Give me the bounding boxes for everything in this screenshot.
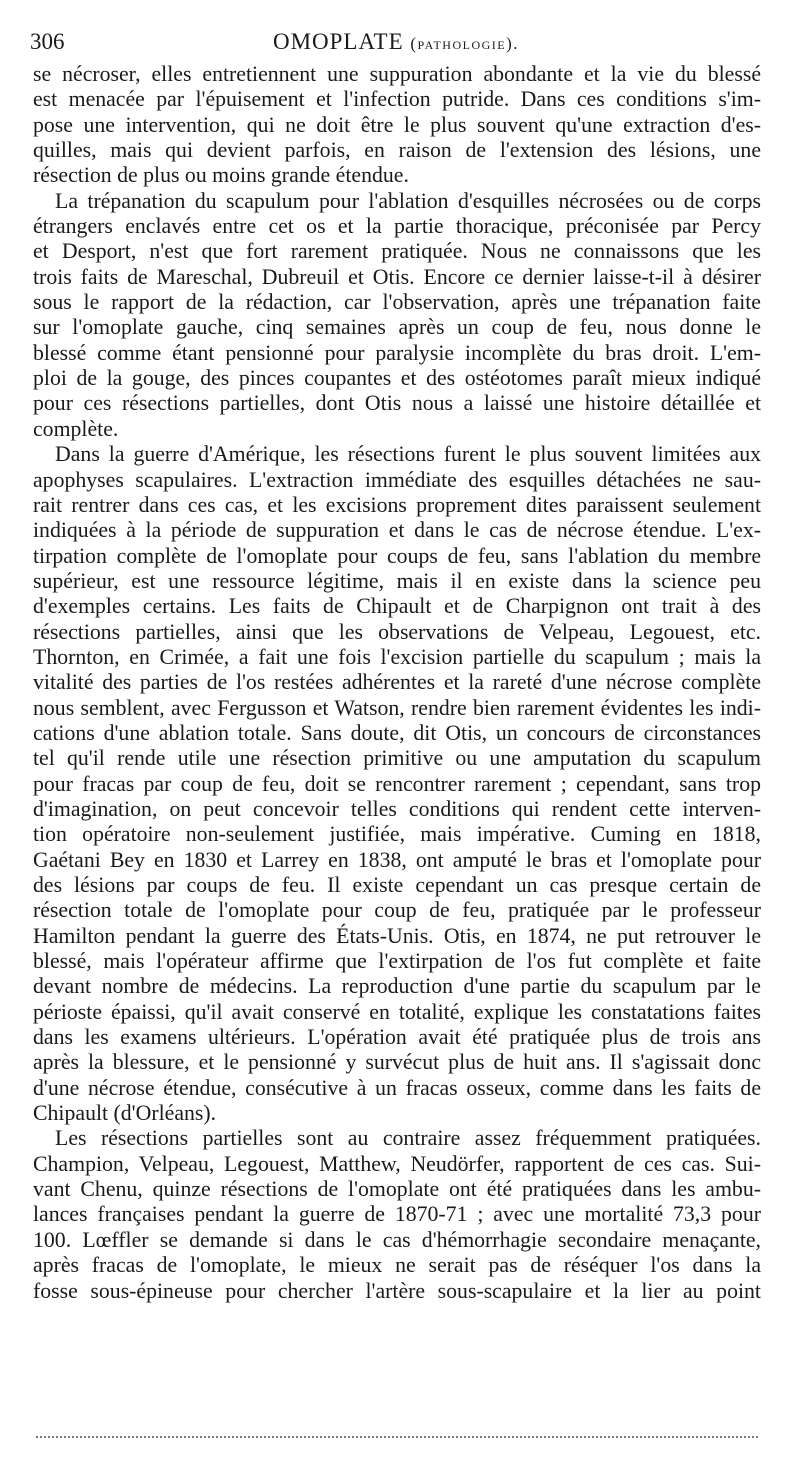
- text-line: résection totale de l'omoplate pour coup de feu, pratiquée par le professeur: [33, 898, 761, 923]
- text-line: apophyses scapulaires. L'extraction immédiate des esquilles détachées ne sau-: [33, 467, 761, 492]
- text-line: 100. Lœffler se demande si dans le cas d'hémorrhagie secondaire menaçante,: [33, 1227, 761, 1252]
- text-line: d'une nécrose étendue, consécutive à un fracas osseux, comme dans les faits de: [33, 1075, 761, 1100]
- text-line: d'exemples certains. Les faits de Chipault et de Charpignon ont trait à des: [33, 594, 761, 619]
- text-line: vant Chenu, quinze résections de l'omoplate ont été pratiquées dans les ambu-: [33, 1177, 761, 1202]
- text-line: résections partielles, ainsi que les observations de Velpeau, Legouest, etc.: [33, 619, 761, 644]
- text-line: quilles, mais qui devient parfois, en raison de l'extension des lésions, une: [33, 138, 761, 163]
- text-line: après fracas de l'omoplate, le mieux ne serait pas de réséquer l'os dans la: [33, 1253, 761, 1278]
- paragraph: [33, 189, 761, 442]
- text-line: résection de plus ou moins grande étendue.: [33, 163, 409, 188]
- text-line: après la blessure, et le pensionné y survécut plus de huit ans. Il s'agissait donc: [33, 1050, 761, 1075]
- paragraph: [33, 442, 761, 1126]
- text-line: ploi de la gouge, des pinces coupantes et des ostéotomes paraît mieux indiqué: [33, 366, 761, 391]
- text-line: fosse sous-épineuse pour chercher l'artère sous-scapulaire et la lier au point: [33, 1278, 761, 1303]
- title-main: OMOPLATE: [272, 29, 404, 54]
- text-line: supérieur, est une ressource légitime, mais il en existe dans la science peu: [33, 568, 761, 593]
- text-line: se nécroser, elles entretiennent une suppuration abondante et la vie du blessé: [33, 62, 761, 86]
- text-line: Les résections partielles sont au contraire assez fréquemment pratiquées.: [55, 1126, 761, 1151]
- text-line: Chipault (d'Orléans).: [33, 1101, 217, 1126]
- text-line: blessé, mais l'opérateur affirme que l'extirpation de l'os fut complète et faite: [33, 949, 761, 974]
- text-line: tion opératoire non-seulement justifiée, mais impérative. Cuming en 1818,: [33, 822, 761, 847]
- text-line: Gaétani Bey en 1830 et Larrey en 1838, ont amputé le bras et l'omoplate pour: [33, 847, 761, 872]
- text-line: devant nombre de médecins. La reproduction d'une partie du scapulum par le: [33, 974, 761, 999]
- text-line: sous le rapport de la rédaction, car l'observation, après une trépanation faite: [33, 290, 761, 315]
- text-line: rait rentrer dans ces cas, et les excisions proprement dites paraissent seulement: [33, 492, 761, 517]
- paragraph: [33, 62, 761, 189]
- text-line: nous semblent, avec Fergusson et Watson, rendre bien rarement évidentes les indi-: [33, 695, 761, 720]
- title-subtitle: (pathologie).: [410, 34, 520, 53]
- page-number: 306: [30, 29, 65, 54]
- text-line: blessé comme étant pensionné pour paralysie incomplète du bras droit. L'em-: [33, 340, 761, 365]
- page-title: [30, 26, 762, 60]
- text-line: périoste épaissi, qu'il avait conservé en totalité, explique les constatations faites: [33, 999, 761, 1024]
- text-line: étrangers enclavés entre cet os et la partie thoracique, préconisée par Percy: [33, 214, 761, 239]
- text-line: tel qu'il rende utile une résection primitive ou une amputation du scapulum: [33, 746, 761, 771]
- text-line: Thornton, en Crimée, a fait une fois l'excision partielle du scapulum ; mais la: [33, 644, 761, 669]
- text-line: Dans la guerre d'Amérique, les résections furent le plus souvent limitées aux: [55, 442, 761, 467]
- text-line: La trépanation du scapulum pour l'ablation d'esquilles nécrosées ou de corps: [55, 188, 761, 213]
- text-line: Champion, Velpeau, Legouest, Matthew, Neudörfer, rapportent de ces cas. Sui-: [33, 1151, 761, 1176]
- text-line: vitalité des parties de l'os restées adhérentes et la rareté d'une nécrose complète: [33, 670, 761, 695]
- text-line: complète.: [33, 416, 119, 441]
- text-line: et Desport, n'est que fort rarement pratiquée. Nous ne connaissons que les: [33, 239, 761, 264]
- text-line: dans les examens ultérieurs. L'opération avait été pratiquée plus de trois ans: [33, 1025, 761, 1050]
- text-line: est menacée par l'épuisement et l'infection putride. Dans ces conditions s'im-: [33, 87, 761, 112]
- text-line: des lésions par coups de feu. Il existe cependant un cas presque certain de: [33, 873, 761, 897]
- text-line: tirpation complète de l'omoplate pour coups de feu, sans l'ablation du membre: [33, 543, 761, 568]
- text-line: pose une intervention, qui ne doit être le plus souvent qu'une extraction d'es-: [33, 112, 761, 137]
- text-line: indiquées à la période de suppuration et dans le cas de nécrose étendue. L'ex-: [33, 518, 761, 543]
- text-line: d'imagination, on peut concevoir telles conditions qui rendent cette interven-: [33, 796, 761, 821]
- text-line: pour ces résections partielles, dont Otis nous a laissé une histoire détaillée et: [33, 391, 761, 416]
- text-line: cations d'une ablation totale. Sans doute, dit Otis, un concours de circonstances: [33, 720, 761, 745]
- text-line: lances françaises pendant la guerre de 1870-71 ; avec une mortalité 73,3 pour: [33, 1202, 761, 1227]
- body-text: [33, 62, 761, 1304]
- text-line: Hamilton pendant la guerre des États-Unis. Otis, en 1874, ne put retrouver le: [33, 923, 761, 948]
- footer-dotted-rule: [36, 1436, 758, 1438]
- running-head: [30, 26, 762, 58]
- text-line: sur l'omoplate gauche, cinq semaines après un coup de feu, nous donne le: [33, 315, 761, 340]
- paragraph: [33, 1126, 761, 1303]
- text-line: trois faits de Mareschal, Dubreuil et Otis. Encore ce dernier laisse-t-il à désirer: [33, 264, 761, 289]
- text-line: pour fracas par coup de feu, doit se rencontrer rarement ; cependant, sans trop: [33, 771, 761, 796]
